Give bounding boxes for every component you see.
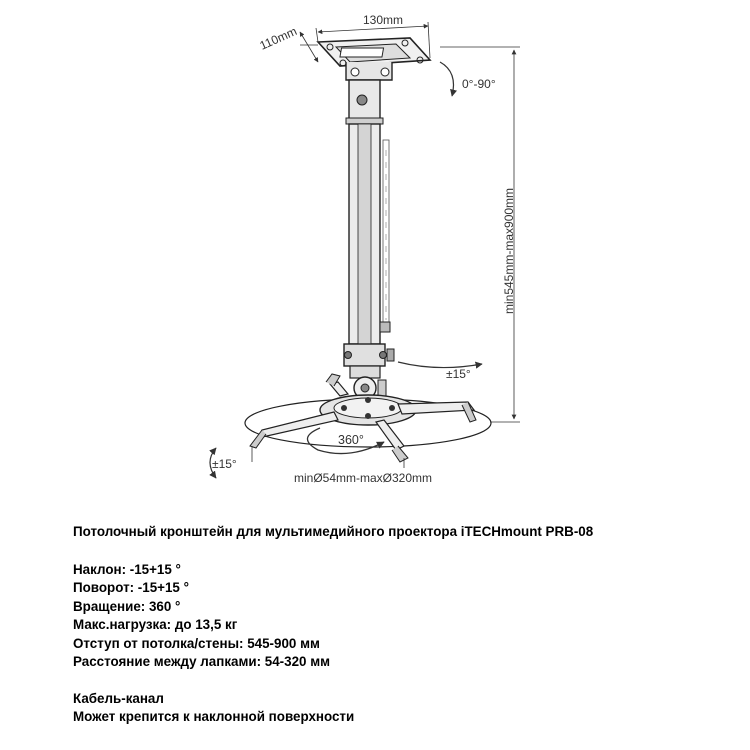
- ceiling-plate: [318, 38, 430, 80]
- plate-tilt-label: 0°-90°: [462, 77, 496, 91]
- rotation-label: 360°: [338, 433, 364, 447]
- spec-param: Вращение: 360 °: [73, 598, 181, 614]
- spec-block: [73, 523, 733, 727]
- spec-notes: [73, 690, 733, 727]
- plate-tilt-arrow: [440, 62, 454, 96]
- arm-range-label: minØ54mm-maxØ320mm: [294, 471, 433, 485]
- spec-params: [73, 561, 733, 672]
- spec-param: Макс.нагрузка: до 13,5 кг: [73, 617, 238, 632]
- spec-note: Может крепится к наклонной поверхности: [73, 709, 355, 724]
- height-range-label: min545mm-max900mm: [502, 187, 516, 314]
- spec-param: Расстояние между лапками: 54-320 мм: [73, 654, 331, 669]
- lower-tilt-label: ±15°: [212, 457, 237, 471]
- plate-width-label: 130mm: [363, 13, 404, 27]
- product-title: Потолочный кронштейн для мультимедийного проектора iTECHmount PRB-08: [73, 524, 594, 539]
- telescopic-pole: [344, 80, 394, 399]
- arm-range-dimension: [252, 446, 404, 468]
- spec-param: Наклон: -15+15 °: [73, 561, 181, 577]
- plate-depth-label: 110mm: [257, 24, 299, 53]
- spec-note: Кабель-канал: [73, 690, 164, 706]
- upper-tilt-label: ±15°: [446, 367, 471, 381]
- spec-param: Отступ от потолка/стены: 545-900 мм: [73, 635, 320, 651]
- spec-param: Поворот: -15+15 °: [73, 580, 189, 595]
